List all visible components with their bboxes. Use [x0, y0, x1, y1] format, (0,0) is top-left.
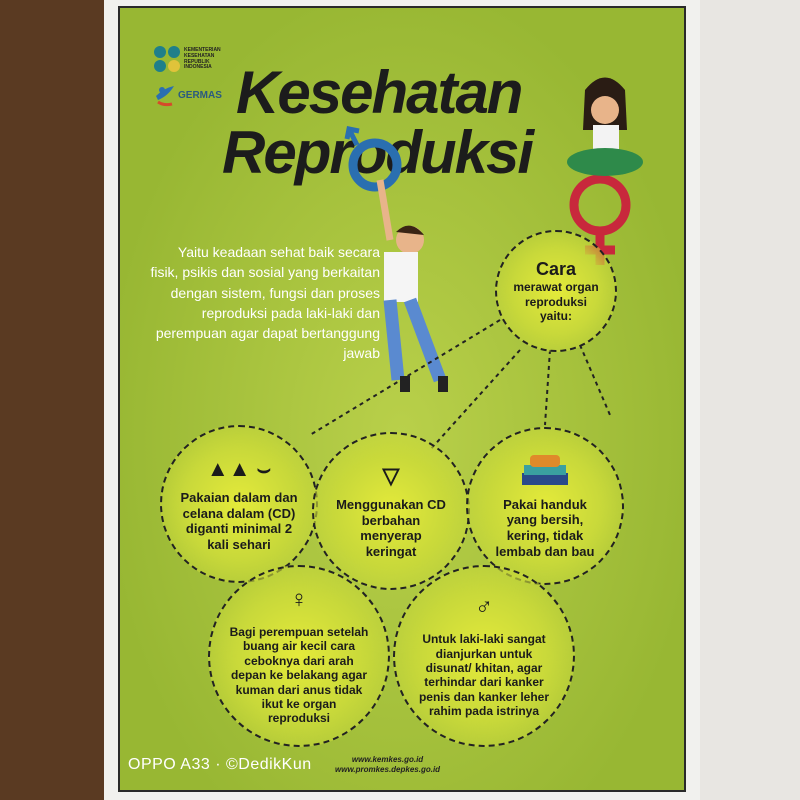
tip-text-4: Bagi perempuan setelah buang air kecil cara ceboknya dari arah depan ke belakang agar kuman dari anus tidak ikut ke organ reproduksi — [229, 625, 369, 726]
title-line1: Kesehatan — [236, 59, 522, 126]
url-kemkes: www.kemkes.go.id — [351, 755, 424, 764]
tip-circle-3 — [466, 427, 624, 585]
tip-text-2: Menggunakan CD berbahan menyerap keringat — [336, 497, 446, 559]
footer-urls — [335, 755, 440, 776]
cara-title: Cara — [535, 258, 577, 279]
tip-circle-2 — [312, 432, 470, 590]
towel-icon — [520, 453, 570, 489]
camera-watermark: OPPO A33 · ©DedikKun — [128, 756, 312, 773]
tip-circle-4 — [208, 565, 390, 747]
tip-text-1: Pakaian dalam dan celana dalam (CD) diganti minimal 2 kali sehari — [180, 490, 298, 552]
title-line2: Reproduksi — [222, 119, 533, 186]
cara-text: merawat organ reproduksi yaitu: — [513, 280, 599, 323]
tip-text-3: Pakai handuk yang bersih, kering, tidak lembab dan bau — [495, 496, 595, 559]
tip-circle-1 — [160, 425, 318, 583]
cara-circle — [495, 230, 617, 352]
kemenkes-label: KEMENTERIAN KESEHATAN REPUBLIK INDONESIA — [184, 47, 221, 71]
underwear-icon: ▲▲ ⌣ — [206, 455, 272, 481]
tip-circle-5 — [393, 565, 575, 747]
url-promkes: www.promkes.depkes.go.id — [335, 765, 441, 775]
female-icon: ♀ — [290, 586, 308, 614]
germas-label: GERMAS — [178, 90, 222, 101]
male-icon: ♂ — [475, 593, 493, 621]
tip-text-5: Untuk laki-laki sangat dianjurkan untuk disunat/ khitan, agar terhindar dari kanker penis dan kanker leher rahim pada istrinya — [418, 632, 550, 719]
panties-icon: ▽ — [382, 462, 400, 488]
definition-text: Yaitu keadaan sehat baik secara fisik, psikis dan sosial yang berkaitan dengan sistem, fungsi dan proses reproduksi pada laki-laki dan perempuan agar dapat bertanggung jawab — [150, 244, 380, 362]
